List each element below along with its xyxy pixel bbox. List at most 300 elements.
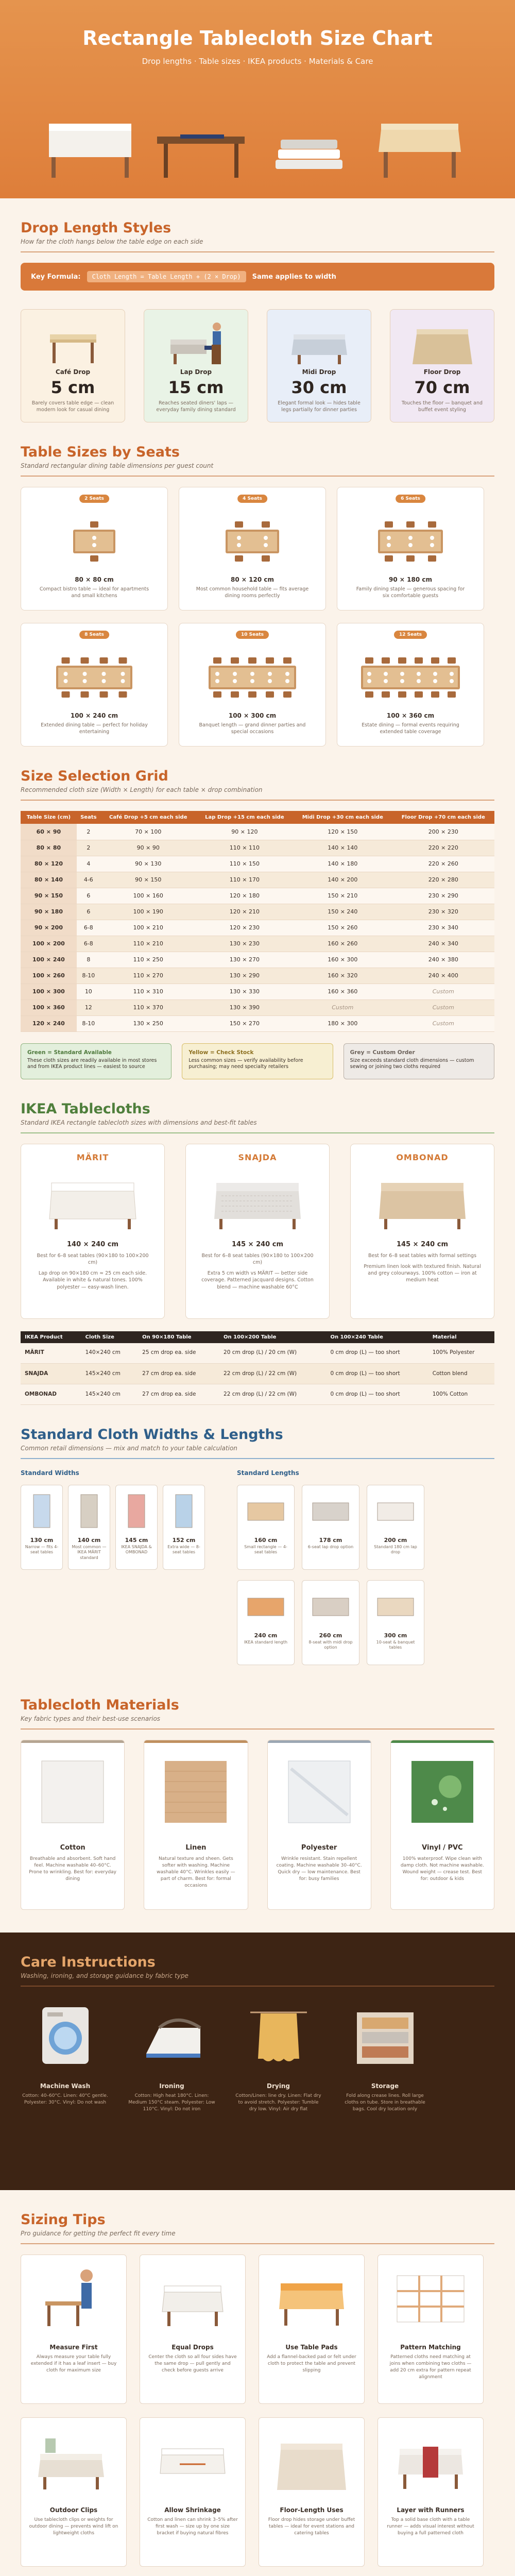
table-layout-icon: [349, 505, 472, 572]
cloth-size-cell: 130 × 290: [196, 968, 293, 984]
ikea-dimensions: 145 × 240 cm: [232, 1240, 283, 1248]
drop-length-section: [0, 198, 515, 422]
section-title: Tablecloth Materials: [21, 1697, 179, 1713]
length-value: 300 cm: [384, 1632, 407, 1639]
white-tablecloth-table-icon: [49, 124, 131, 178]
cloth-size-cell: 220 × 220: [392, 840, 494, 856]
ikea-table-header: On 90×180 Table: [138, 1331, 219, 1343]
length-desc: Standard 180 cm lap drop: [374, 1545, 417, 1555]
ikea-dimensions: 140 × 240 cm: [67, 1240, 118, 1248]
section-divider: [21, 476, 494, 477]
ikea-fit: Best for 6–8 seat tables (90×180 to 100×200 cm): [37, 1252, 149, 1265]
grid-header: Seats: [77, 811, 100, 824]
grid-header: Midi Drop +30 cm each side: [293, 811, 392, 824]
tip-name: Pattern Matching: [400, 2344, 461, 2351]
tip-illustration-icon: [263, 2260, 360, 2337]
care-card: [127, 1997, 216, 2113]
seat-badge: 12 Seats: [394, 631, 427, 639]
tip-desc: Add a flannel-backed pad or felt under cloth to protect the table and prevent slipping: [267, 2354, 356, 2374]
width-value: 140 cm: [77, 1537, 101, 1544]
table-size-cell: 100 × 260: [21, 968, 77, 984]
cloth-size-cell: 6: [77, 904, 100, 920]
table-row: [21, 1384, 494, 1405]
ikea-product-name: MÄRIT: [76, 1152, 109, 1162]
formula-banner: [21, 263, 494, 291]
cloth-size-cell: 220 × 260: [392, 856, 494, 872]
ikea-table-header: Cloth Size: [81, 1331, 139, 1343]
width-value: 130 cm: [30, 1537, 54, 1544]
tablecloth-icon: [31, 1167, 154, 1234]
cloth-swatch-icon: [243, 1586, 289, 1627]
section-subtitle: Recommended cloth size (Width × Length) for each table × drop combination: [21, 786, 263, 793]
tip-illustration-icon: [25, 2423, 123, 2500]
cloth-size-cell: 110 × 110: [196, 840, 293, 856]
table-desc: Estate dining — formal events requiring extended table coverage: [362, 722, 459, 735]
cloth-size-cell: 110 × 370: [100, 999, 196, 1015]
width-desc: IKEA SNAJDA & OMBONAD: [121, 1545, 152, 1555]
table-dimensions: 100 × 360 cm: [386, 712, 435, 719]
cloth-size-cell: 220 × 280: [392, 872, 494, 888]
cloth-size-cell: 230 × 340: [392, 920, 494, 936]
seat-badge: 8 Seats: [79, 631, 109, 639]
table-size-cell: 120 × 240: [21, 1015, 77, 1031]
ikea-table-cell: 22 cm drop (L) / 22 cm (W): [219, 1384, 326, 1405]
table-size-cell: 100 × 360: [21, 999, 77, 1015]
table-desc: Family dining staple — generous spacing for six comfortable guests: [356, 586, 465, 599]
section-subtitle: Standard IKEA rectangle tablecloth sizes with dimensions and best-fit tables: [21, 1118, 257, 1126]
table-layout-icon: [32, 505, 156, 572]
table-sizes-section: [0, 422, 515, 747]
length-value: 160 cm: [254, 1537, 278, 1544]
table-size-cell: 90 × 150: [21, 888, 77, 904]
drop-name: Café Drop: [55, 368, 91, 376]
drop-desc: Barely covers table edge — clean modern look for casual dining: [31, 400, 114, 413]
table-dimensions: 100 × 240 cm: [70, 712, 118, 719]
length-card: [302, 1485, 359, 1570]
cloth-size-cell: 90 × 120: [196, 824, 293, 840]
length-card: [367, 1580, 424, 1665]
material-desc: Natural texture and sheen. Gets softer with washing. Machine washable 40°C. Wrinkles easily — part of charm. Best for: formal occasions: [157, 1856, 235, 1889]
cloth-swatch-icon: [74, 1490, 105, 1532]
drop-value: 30 cm: [291, 378, 347, 397]
legend-box: [182, 1043, 333, 1079]
cloth-size-cell: 100 × 210: [100, 920, 196, 936]
care-name: Drying: [267, 2082, 290, 2090]
ikea-fit: Best for 6–8 seat tables with formal settings: [368, 1252, 477, 1259]
table-dimensions: 80 × 120 cm: [231, 576, 274, 583]
ikea-section: [0, 1079, 515, 1405]
ikea-table-cell: 22 cm drop (L) / 22 cm (W): [219, 1364, 326, 1384]
table-row: [21, 904, 494, 920]
ikea-table-cell: 145×240 cm: [81, 1384, 139, 1405]
ikea-product-card[interactable]: [350, 1144, 494, 1319]
length-desc: 6-seat lap drop option: [307, 1545, 354, 1549]
ikea-table-cell: 0 cm drop (L) — too short: [327, 1364, 428, 1384]
ikea-product-card[interactable]: [185, 1144, 330, 1319]
legend-title: Green = Standard Available: [27, 1049, 112, 1056]
table-desc: Extended dining table — perfect for holiday entertaining: [41, 722, 148, 735]
tip-illustration-icon: [25, 2260, 123, 2337]
table-size-cell: 90 × 180: [21, 904, 77, 920]
section-subtitle: Washing, ironing, and storage guidance by fabric type: [21, 1972, 188, 1979]
section-divider: [21, 800, 494, 801]
cloth-size-cell: 4-6: [77, 872, 100, 888]
cloth-size-cell: 110 × 310: [100, 984, 196, 999]
drop-desc: Elegant formal look — hides table legs partially for dinner parties: [278, 400, 360, 413]
seat-badge: 4 Seats: [237, 495, 267, 503]
care-icon: [235, 1997, 322, 2074]
ikea-table-cell: Cotton blend: [428, 1364, 494, 1384]
seat-card: [179, 487, 326, 611]
ikea-fit: Best for 6–8 seat tables (90×180 to 100×200 cm): [201, 1252, 314, 1265]
table-row: [21, 1015, 494, 1031]
table-row: [21, 872, 494, 888]
page-subtitle: Drop lengths · Table sizes · IKEA products · Materials & Care: [142, 57, 373, 66]
tip-name: Use Table Pads: [285, 2344, 338, 2351]
cloth-size-cell: Custom: [293, 999, 392, 1015]
length-card: [237, 1485, 295, 1570]
section-divider: [21, 1458, 494, 1459]
table-size-cell: 80 × 140: [21, 872, 77, 888]
table-size-cell: 100 × 200: [21, 936, 77, 952]
cloth-size-cell: 160 × 320: [293, 968, 392, 984]
standard-sizes-section: [0, 1405, 515, 1675]
tip-desc: Center the cloth so all four sides have the same drop — pull gently and check before guests arrive: [148, 2354, 237, 2374]
cloth-size-cell: 6: [77, 888, 100, 904]
material-name: Polyester: [301, 1844, 337, 1852]
tips-section: [0, 2190, 515, 2567]
drop-card: [21, 309, 125, 422]
cloth-swatch-icon: [243, 1490, 289, 1532]
table-size-cell: 80 × 80: [21, 840, 77, 856]
drop-style-icon: [155, 314, 237, 365]
length-desc: Small rectangle — 4-seat tables: [244, 1545, 287, 1555]
cloth-size-cell: 2: [77, 824, 100, 840]
table-row: [21, 920, 494, 936]
table-dimensions: 100 × 300 cm: [228, 712, 277, 719]
table-row: [21, 999, 494, 1015]
cloth-size-cell: 8-10: [77, 1015, 100, 1031]
cloth-size-cell: 150 × 210: [293, 888, 392, 904]
material-color-bar: [268, 1740, 371, 1743]
tip-name: Allow Shrinkage: [164, 2506, 221, 2514]
ikea-table-cell: SNAJDA: [21, 1364, 81, 1384]
cloth-swatch-icon: [307, 1586, 354, 1627]
length-card: [237, 1580, 295, 1665]
cloth-size-cell: 110 × 270: [100, 968, 196, 984]
care-card: [21, 1997, 110, 2113]
cloth-size-cell: 150 × 260: [293, 920, 392, 936]
section-divider: [21, 251, 494, 252]
drop-name: Midi Drop: [302, 368, 336, 376]
drop-desc: Touches the floor — banquet and buffet event styling: [401, 400, 483, 413]
cloth-size-cell: 240 × 380: [392, 952, 494, 968]
ikea-dimensions: 145 × 240 cm: [397, 1240, 448, 1248]
cloth-size-cell: 140 × 180: [293, 856, 392, 872]
tip-desc: Always measure your table fully extended if it has a leaf insert — buy cloth for maximum size: [30, 2354, 117, 2374]
cloth-size-cell: 110 × 150: [196, 856, 293, 872]
cloth-size-cell: 8-10: [77, 968, 100, 984]
hero-banner: [0, 0, 515, 198]
material-name: Cotton: [60, 1844, 85, 1852]
seat-card: [21, 487, 168, 611]
tip-card: [259, 2417, 365, 2567]
legend-box: [21, 1043, 171, 1079]
material-color-bar: [21, 1740, 124, 1743]
cloth-size-cell: Custom: [392, 1015, 494, 1031]
care-icon: [341, 1997, 429, 2074]
cloth-size-cell: 130 × 230: [196, 936, 293, 952]
table-size-cell: 80 × 120: [21, 856, 77, 872]
section-divider: [21, 2243, 494, 2244]
cloth-size-cell: 8: [77, 952, 100, 968]
section-title: Size Selection Grid: [21, 768, 168, 784]
cloth-swatch-icon: [121, 1490, 152, 1532]
seat-badge: 6 Seats: [396, 495, 425, 503]
width-card: [68, 1485, 110, 1570]
tip-card: [259, 2255, 365, 2404]
ikea-table-cell: 25 cm drop ea. side: [138, 1343, 219, 1364]
ikea-desc: Premium linen look with textured finish. Natural and grey colourways. 100% cotton — iron at medium heat: [364, 1263, 481, 1283]
cloth-swatch-icon: [372, 1490, 419, 1532]
cloth-size-cell: 150 × 270: [196, 1015, 293, 1031]
size-grid-section: [0, 747, 515, 1079]
cloth-size-cell: 120 × 210: [196, 904, 293, 920]
cloth-size-cell: 2: [77, 840, 100, 856]
section-subtitle: How far the cloth hangs below the table edge on each side: [21, 238, 203, 245]
cloth-size-cell: 230 × 320: [392, 904, 494, 920]
ikea-table-cell: 145×240 cm: [81, 1364, 139, 1384]
ikea-table-cell: MÄRIT: [21, 1343, 81, 1364]
page-title: Rectangle Tablecloth Size Chart: [82, 27, 433, 49]
length-card: [302, 1580, 359, 1665]
cloth-size-cell: Custom: [392, 984, 494, 999]
care-card: [340, 1997, 430, 2113]
cloth-size-cell: 130 × 250: [100, 1015, 196, 1031]
cloth-size-cell: 230 × 290: [392, 888, 494, 904]
section-title: Care Instructions: [21, 1954, 156, 1970]
section-title: Drop Length Styles: [21, 220, 171, 236]
cloth-size-cell: 160 × 300: [293, 952, 392, 968]
width-desc: Extra wide — 8-seat tables: [167, 1545, 200, 1555]
ikea-product-name: SNAJDA: [238, 1152, 277, 1162]
cloth-size-cell: 240 × 340: [392, 936, 494, 952]
table-desc: Banquet length — grand dinner parties and special occasions: [199, 722, 306, 735]
wooden-table-runner-icon: [157, 134, 245, 178]
section-subtitle: Pro guidance for getting the perfect fit every time: [21, 2230, 176, 2237]
width-card: [163, 1485, 205, 1570]
length-desc: 8-seat with midi drop option: [308, 1640, 353, 1650]
ikea-table-header: On 100×200 Table: [219, 1331, 326, 1343]
table-layout-icon: [191, 641, 314, 708]
seat-card: [179, 623, 326, 747]
cloth-size-cell: 160 × 360: [293, 984, 392, 999]
tip-illustration-icon: [382, 2260, 479, 2337]
tip-desc: Use tablecloth clips or weights for outdoor dining — prevents wind lift on lightweight cloths: [29, 2517, 118, 2536]
tip-desc: Floor drop hides storage under buffet tables — ideal for event stations and catering tables: [268, 2517, 355, 2536]
section-subtitle: Key fabric types and their best-use scenarios: [21, 1715, 161, 1722]
drop-value: 5 cm: [50, 378, 95, 397]
material-card: [267, 1740, 371, 1910]
ikea-table-cell: 0 cm drop (L) — too short: [327, 1343, 428, 1364]
cream-tablecloth-table-icon: [379, 124, 461, 178]
tip-desc: Top a solid base cloth with a table runner — adds visual interest without buying a full patterned cloth: [387, 2517, 474, 2536]
tip-illustration-icon: [144, 2423, 242, 2500]
table-desc: Compact bistro table — ideal for apartments and small kitchens: [39, 586, 149, 599]
seat-card: [337, 487, 484, 611]
material-name: Linen: [185, 1844, 207, 1852]
care-name: Machine Wash: [40, 2082, 91, 2090]
tip-name: Floor-Length Uses: [280, 2506, 344, 2514]
care-name: Ironing: [159, 2082, 184, 2090]
size-selection-table: [21, 811, 494, 1032]
section-subtitle: Common retail dimensions — mix and match to your table calculation: [21, 1445, 237, 1452]
ikea-table-cell: 140×240 cm: [81, 1343, 139, 1364]
table-layout-icon: [349, 641, 472, 708]
material-card: [390, 1740, 494, 1910]
cloth-size-cell: 140 × 140: [293, 840, 392, 856]
cloth-size-cell: 6-8: [77, 936, 100, 952]
width-value: 152 cm: [172, 1537, 196, 1544]
cloth-size-cell: 150 × 240: [293, 904, 392, 920]
legend-title: Grey = Custom Order: [350, 1049, 415, 1056]
legend-text: Less common sizes — verify availability before purchasing; may need specialty retailers: [188, 1057, 303, 1070]
tip-card: [377, 2255, 484, 2404]
ikea-table-header: Material: [428, 1331, 494, 1343]
ikea-table-header: On 100×240 Table: [327, 1331, 428, 1343]
material-card: [21, 1740, 125, 1910]
widths-title: Standard Widths: [21, 1469, 79, 1477]
table-dimensions: 80 × 80 cm: [75, 576, 114, 583]
ikea-table-cell: 27 cm drop ea. side: [138, 1364, 219, 1384]
table-row: [21, 984, 494, 999]
tip-illustration-icon: [144, 2260, 242, 2337]
section-title: Standard Cloth Widths & Lengths: [21, 1427, 283, 1443]
material-desc: Wrinkle resistant. Stain repellent coating. Machine washable 30–40°C. Quick dry — low maintenance. Best for: busy families: [276, 1856, 362, 1882]
drop-card: [144, 309, 248, 422]
material-desc: 100% waterproof. Wipe clean with damp cloth. Not machine washable. Wound weight — crease test. Best for: outdoor & kids: [400, 1856, 484, 1882]
cloth-size-cell: 90 × 130: [100, 856, 196, 872]
tip-illustration-icon: [263, 2423, 360, 2500]
formula-text: Cloth Length = Table Length + (2 × Drop): [87, 271, 246, 282]
ikea-product-name: OMBONAD: [396, 1152, 449, 1162]
table-row: [21, 936, 494, 952]
ikea-table-cell: 100% Cotton: [428, 1384, 494, 1405]
materials-section: [0, 1675, 515, 1910]
tip-card: [140, 2417, 246, 2567]
tip-card: [140, 2255, 246, 2404]
care-icon: [22, 1997, 109, 2074]
table-layout-icon: [191, 505, 314, 572]
drop-value: 70 cm: [414, 378, 470, 397]
cloth-size-cell: 200 × 230: [392, 824, 494, 840]
length-value: 240 cm: [254, 1632, 278, 1639]
care-desc: Fold along crease lines. Roll large cloths on tube. Store in breathable bags. Cool dry location only: [345, 2093, 425, 2112]
table-layout-icon: [32, 641, 156, 708]
seat-badge: 10 Seats: [236, 631, 269, 639]
width-card: [21, 1485, 63, 1570]
section-title: Table Sizes by Seats: [21, 444, 180, 460]
material-desc: Breathable and absorbent. Soft hand feel. Machine washable 40–60°C. Prone to wrinkling. Best for: everyday dining: [29, 1856, 117, 1882]
cloth-size-cell: 110 × 210: [100, 936, 196, 952]
grid-header: Lap Drop +15 cm each side: [196, 811, 293, 824]
table-size-cell: 100 × 300: [21, 984, 77, 999]
folded-cloth-stack-icon: [276, 140, 342, 169]
material-name: Vinyl / PVC: [422, 1844, 463, 1852]
cloth-swatch-icon: [168, 1490, 199, 1532]
drop-style-icon: [32, 314, 114, 365]
cloth-size-cell: 140 × 200: [293, 872, 392, 888]
table-row: [21, 840, 494, 856]
section-title: IKEA Tablecloths: [21, 1100, 150, 1117]
grid-header: Café Drop +5 cm each side: [100, 811, 196, 824]
seat-badge: 2 Seats: [79, 495, 109, 503]
tablecloth-icon: [196, 1167, 319, 1234]
drop-name: Floor Drop: [423, 368, 461, 376]
material-color-bar: [144, 1740, 247, 1743]
seat-card: [21, 623, 168, 747]
ikea-product-card[interactable]: [21, 1144, 165, 1319]
grid-header: Floor Drop +70 cm each side: [392, 811, 494, 824]
table-size-cell: 90 × 200: [21, 920, 77, 936]
tip-card: [21, 2417, 127, 2567]
table-row: [21, 1364, 494, 1384]
cloth-size-cell: 240 × 400: [392, 968, 494, 984]
cloth-swatch-icon: [307, 1490, 354, 1532]
cloth-size-cell: 4: [77, 856, 100, 872]
section-divider: [21, 1986, 494, 1987]
length-value: 178 cm: [319, 1537, 342, 1544]
section-divider: [21, 1728, 494, 1730]
cloth-size-cell: 90 × 90: [100, 840, 196, 856]
ikea-table-cell: 27 cm drop ea. side: [138, 1384, 219, 1405]
cloth-size-cell: 12: [77, 999, 100, 1015]
drop-name: Lap Drop: [180, 368, 212, 376]
fabric-swatch-icon: [147, 1748, 245, 1836]
care-card: [234, 1997, 323, 2113]
tip-name: Equal Drops: [171, 2344, 214, 2351]
table-row: [21, 1343, 494, 1364]
tip-desc: Patterned cloths need matching at joins when combining two cloths — add 20 cm extra for pattern repeat alignment: [389, 2354, 472, 2380]
legend-text: These cloth sizes are readily available in most stores and from IKEA product lines — easiest to source: [27, 1057, 157, 1070]
care-name: Storage: [371, 2082, 399, 2090]
ikea-table-cell: 0 cm drop (L) — too short: [327, 1384, 428, 1405]
cloth-size-cell: 160 × 260: [293, 936, 392, 952]
seat-card: [337, 623, 484, 747]
cloth-size-cell: 180 × 300: [293, 1015, 392, 1031]
cloth-size-cell: Custom: [392, 999, 494, 1015]
drop-card: [390, 309, 494, 422]
drop-value: 15 cm: [168, 378, 224, 397]
ikea-comparison-table: [21, 1331, 494, 1405]
fabric-swatch-icon: [24, 1748, 122, 1836]
table-dimensions: 90 × 180 cm: [389, 576, 432, 583]
tip-desc: Cotton and linen can shrink 3–5% after first wash — size up by one size bracket if buying natural fibres: [147, 2517, 238, 2536]
care-icon: [128, 1997, 216, 2074]
ikea-table-header: IKEA Product: [21, 1331, 81, 1343]
section-divider: [21, 1132, 494, 1133]
width-card: [115, 1485, 158, 1570]
table-row: [21, 952, 494, 968]
hero-illustration: [0, 100, 515, 178]
drop-style-icon: [401, 314, 484, 365]
cloth-size-cell: 130 × 330: [196, 984, 293, 999]
length-desc: IKEA standard length: [244, 1640, 288, 1645]
tip-name: Measure First: [49, 2344, 98, 2351]
cloth-size-cell: 100 × 160: [100, 888, 196, 904]
ikea-table-cell: 100% Polyester: [428, 1343, 494, 1364]
ikea-table-cell: OMBONAD: [21, 1384, 81, 1405]
